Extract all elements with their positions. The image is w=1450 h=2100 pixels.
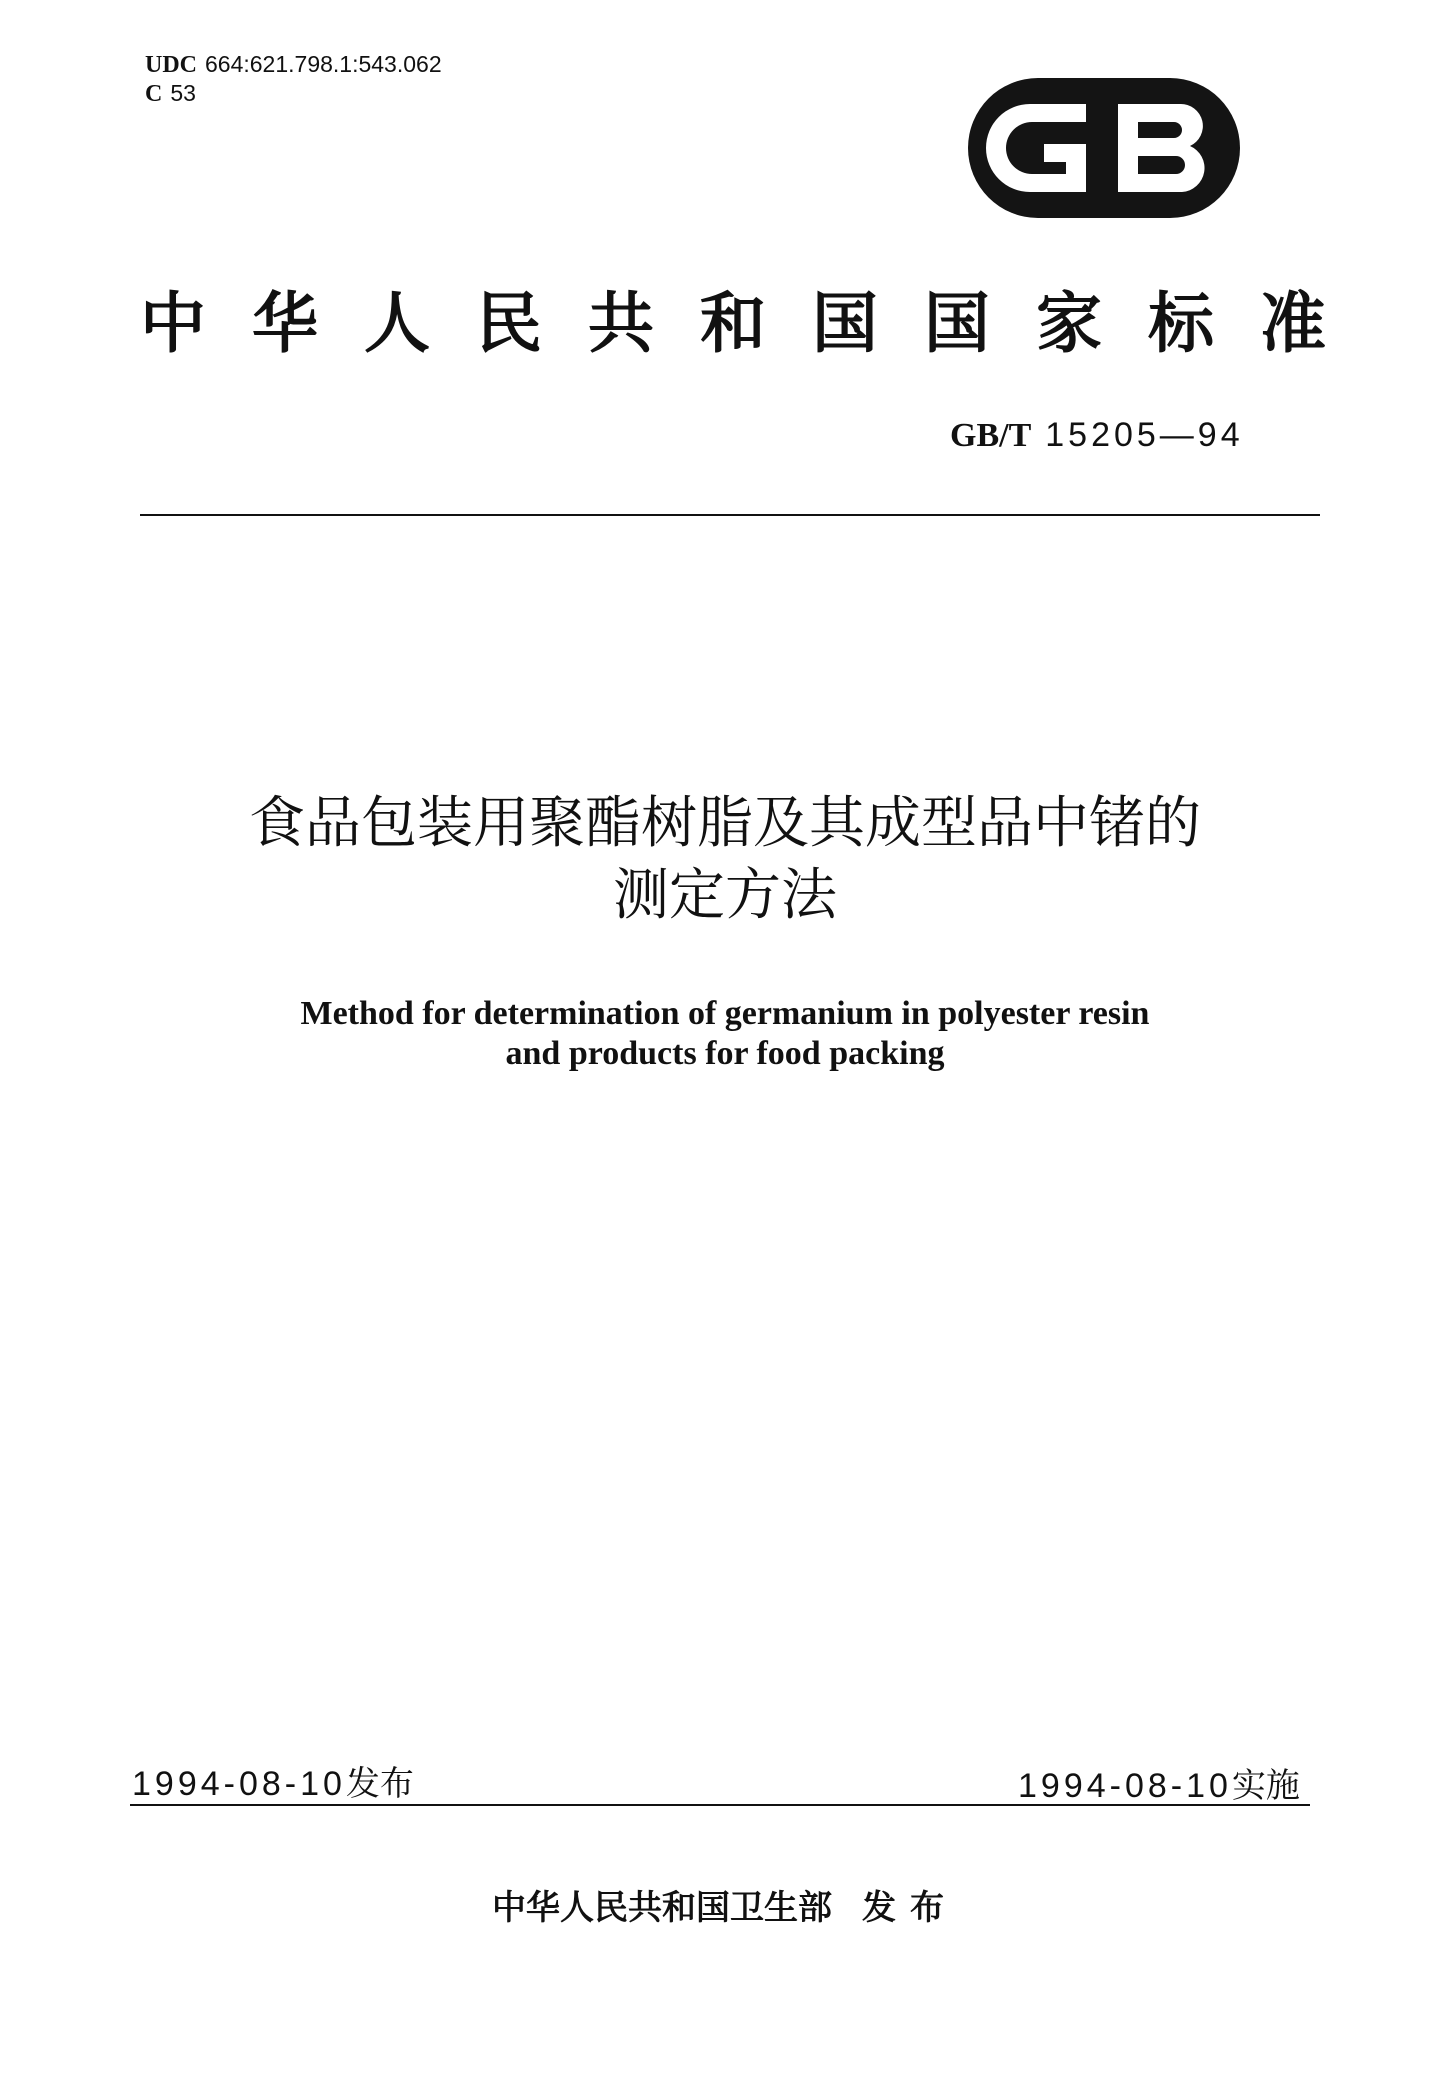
publisher-action: 发布	[862, 1888, 958, 1928]
national-standard-title: 中华人民共和国国家标准	[140, 285, 1372, 362]
title-english-line-2: and products for food packing	[505, 1035, 945, 1072]
implementation-date	[1018, 1758, 1300, 1807]
classification-label: C	[145, 81, 163, 107]
bottom-divider	[130, 1804, 1310, 1806]
implementation-date-value: 1994-08-10	[1018, 1767, 1232, 1805]
publisher-name: 中华人民共和国卫生部	[492, 1888, 832, 1928]
udc-block	[145, 50, 442, 108]
top-divider	[140, 514, 1320, 516]
udc-line	[145, 50, 442, 79]
standard-prefix: GB/T	[950, 417, 1032, 454]
udc-value: 664:621.798.1:543.062	[205, 51, 442, 77]
issue-date	[132, 1756, 414, 1805]
standard-code: 15205—94	[1045, 416, 1244, 454]
classification-value: 53	[170, 80, 196, 106]
issue-date-label: 发布	[345, 1764, 414, 1804]
gb-logo	[968, 78, 1240, 218]
udc-label: UDC	[145, 52, 197, 78]
implementation-date-label: 实施	[1231, 1766, 1300, 1806]
classification-line	[145, 79, 442, 108]
title-chinese-line-1: 食品包装用聚酯树脂及其成型品中锗的	[249, 791, 1201, 856]
title-chinese	[0, 788, 1450, 932]
title-english-line-1: Method for determination of germanium in polyester resin	[300, 995, 1150, 1032]
issue-date-value: 1994-08-10	[132, 1765, 346, 1803]
standard-number	[950, 415, 1244, 455]
title-chinese-line-2: 测定方法	[613, 863, 837, 928]
title-english	[0, 994, 1450, 1074]
publisher	[0, 1880, 1450, 1929]
